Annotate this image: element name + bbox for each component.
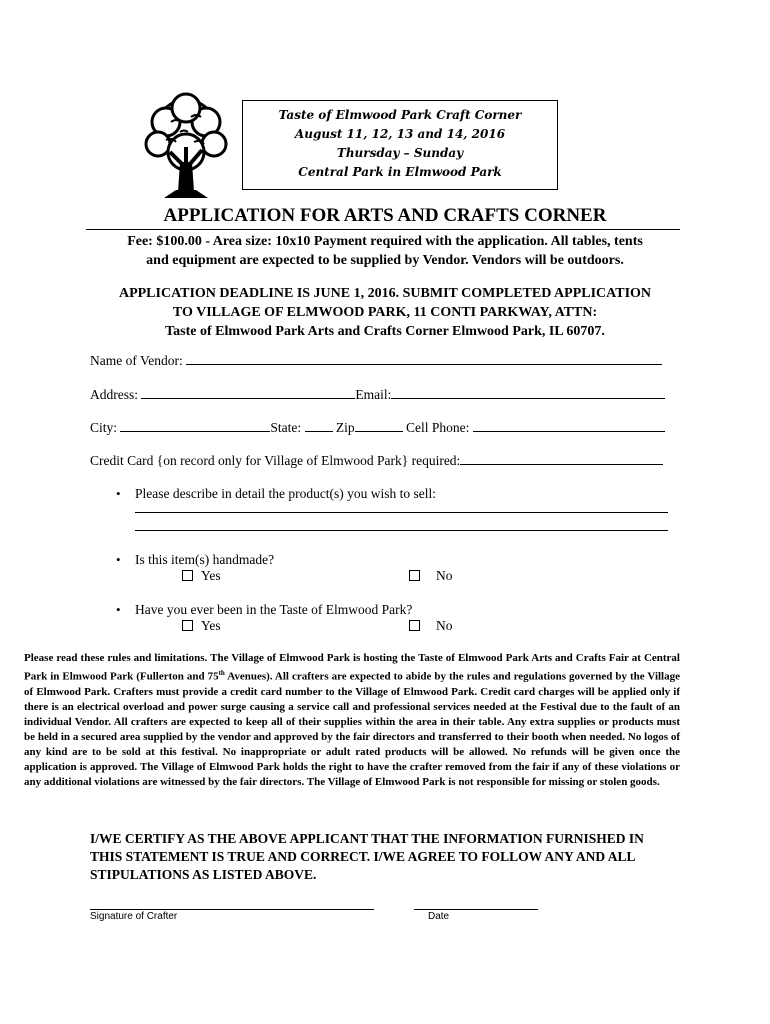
vendor-name-field[interactable]: [186, 352, 662, 365]
event-days: Thursday – Sunday: [336, 146, 464, 160]
signature-field[interactable]: [90, 909, 374, 910]
event-dates: August 11, 12, 13 and 14, 2016: [294, 127, 506, 141]
tree-icon: [136, 92, 236, 202]
bullet-icon: •: [116, 552, 121, 567]
rules-paragraph: [24, 651, 680, 790]
bullet-icon: •: [116, 602, 121, 617]
city-row: [90, 419, 665, 436]
fee-line-2: and equipment are expected to be supplied by Vendor. Vendors will be outdoors.: [146, 253, 624, 268]
address-row: [90, 386, 665, 403]
handmade-question: Is this item(s) handmade?: [135, 552, 275, 567]
state-field[interactable]: [305, 419, 333, 432]
describe-answer-line-2[interactable]: [135, 518, 668, 531]
email-field[interactable]: [391, 386, 665, 399]
event-name: Taste of Elmwood Park Craft Corner: [278, 108, 522, 122]
certify-line-2: THIS STATEMENT IS TRUE AND CORRECT. I/WE AGREE TO FOLLOW ANY AND ALL: [90, 849, 636, 864]
city-label: City:: [90, 420, 118, 435]
checkbox-icon[interactable]: [409, 620, 420, 631]
page-title: APPLICATION FOR ARTS AND CRAFTS CORNER: [163, 205, 607, 226]
attended-no-option[interactable]: [409, 618, 453, 634]
email-label: Email:: [355, 387, 392, 402]
event-header-box: [242, 100, 558, 190]
credit-card-label: Credit Card {on record only for Village of Elmwood Park} required:: [90, 453, 461, 468]
certify-line-1: I/WE CERTIFY AS THE ABOVE APPLICANT THAT THE INFORMATION FURNISHED IN: [90, 831, 644, 846]
attended-yes-option[interactable]: [182, 618, 221, 634]
vendor-name-label: Name of Vendor:: [90, 353, 183, 368]
date-label: Date: [428, 911, 450, 922]
checkbox-icon[interactable]: [182, 620, 193, 631]
state-label: State:: [270, 420, 302, 435]
checkbox-icon[interactable]: [409, 570, 420, 581]
deadline-line-3: Taste of Elmwood Park Arts and Crafts Corner Elmwood Park, IL 60707.: [165, 324, 605, 339]
deadline-line-1: APPLICATION DEADLINE IS JUNE 1, 2016. SUBMIT COMPLETED APPLICATION: [118, 286, 652, 301]
rules-superscript: th: [218, 669, 225, 677]
cell-phone-field[interactable]: [473, 419, 665, 432]
rules-text-2: Avenues). All crafters are expected to abide by the rules and regulations governed by the Village of Elmwood Park. Crafters must provide a credit card number to the Village of Elmwood Park. Credit card charges will be applied only if there is an electrical overload and power surge causing a service call and professional services needed at the Festival due to the fault of an individual Vendor. All crafters are expected to keep all of their supplies within the area in their table. Any extra supplies or products must be held in a secured area supplied by the vendor and approved by the fair directors and transferred to their booth when needed. No logos of any kind are to be sold at this festival. No inappropriate or adult rated products will be allowed. No refunds will be given once the application is approved. The Village of Elmwood Park holds the right to have the crafter removed from the fair if any of these violations or any additional violations are witnessed by the fair directors. The Village of Elmwood Park is not responsible for missing or stolen goods.: [24, 670, 680, 788]
yes-label: Yes: [201, 618, 221, 633]
vendor-name-row: [90, 352, 662, 369]
bullet-icon: •: [116, 486, 121, 501]
no-label: No: [436, 568, 453, 583]
no-label: No: [436, 618, 453, 633]
describe-question: Please describe in detail the product(s) you wish to sell:: [135, 486, 437, 501]
credit-card-field[interactable]: [460, 452, 663, 465]
describe-answer-line-1[interactable]: [135, 500, 668, 513]
date-field[interactable]: [414, 909, 538, 910]
title-divider: [86, 229, 680, 230]
deadline-info: [80, 284, 690, 341]
credit-card-row: [90, 452, 663, 469]
fee-info: [80, 232, 690, 270]
zip-label: Zip: [335, 420, 355, 435]
yes-label: Yes: [201, 568, 221, 583]
certify-line-3: STIPULATIONS AS LISTED ABOVE.: [90, 867, 317, 882]
attended-question: Have you ever been in the Taste of Elmwood Park?: [135, 602, 413, 617]
deadline-line-2: TO VILLAGE OF ELMWOOD PARK, 11 CONTI PARKWAY, ATTN:: [172, 305, 598, 320]
signature-label: Signature of Crafter: [90, 911, 178, 922]
certification-statement: [90, 830, 680, 884]
city-field[interactable]: [120, 419, 270, 432]
zip-field[interactable]: [355, 419, 403, 432]
cell-phone-label: Cell Phone:: [406, 420, 470, 435]
checkbox-icon[interactable]: [182, 570, 193, 581]
rules-text-1: Please read these rules and limitations. The Village of Elmwood Park is hosting the Taste of Elmwood Park Arts and Crafts Fair at Central Park in Elmwood Park (Fullerton and 75: [24, 652, 680, 683]
event-location: Central Park in Elmwood Park: [298, 165, 502, 179]
handmade-no-option[interactable]: [409, 568, 453, 584]
fee-line-1: Fee: $100.00 - Area size: 10x10 Payment required with the application. All tables, tents: [127, 234, 643, 249]
address-field[interactable]: [141, 386, 355, 399]
handmade-yes-option[interactable]: [182, 568, 221, 584]
address-label: Address:: [90, 387, 138, 402]
